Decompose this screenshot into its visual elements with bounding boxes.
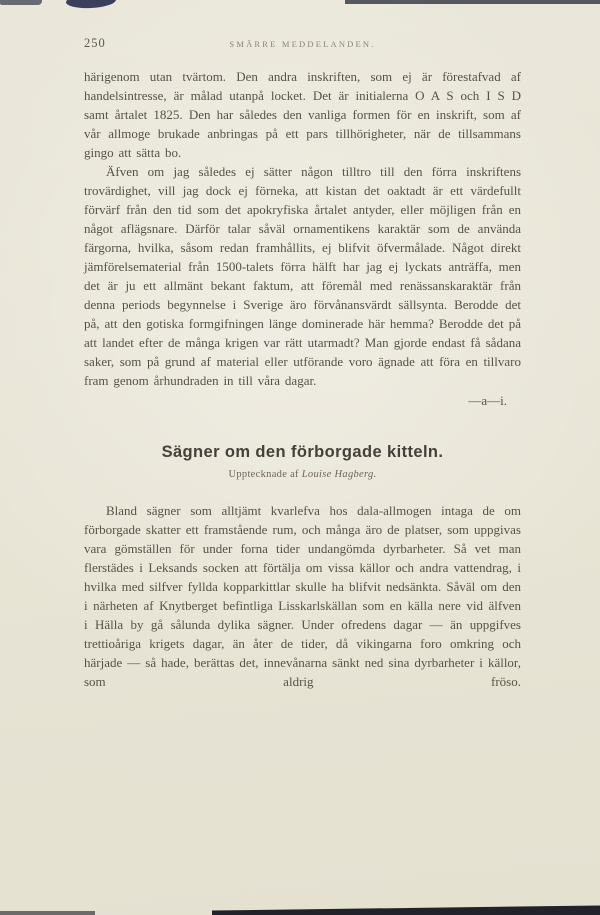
paragraph: Bland sägner som alltjämt kvarlefva hos dala-allmogen intaga de om förborgade skatter ett framstående rum, och många äro de platser, som uppgivas vara gömställen för under forna tider undangömda dyrbarheter. Så vet man flerstädes i Leksands socken att förtälja om vissa källor och andra vattendrag, i hvilka med silfver fyllda kopparkittlar skulle ha blifvit nedsänkta. Såväl om den i närheten af Knytberget befintliga Lisskarlskällan som en källa nere vid älfven i Hälla by gå sålunda dylika sägner. Under ofredens dagar — än uppgifves trettioåriga krigets dagar, än åter de tider, då vikingarna foro omkring och härjade — så hade, berättas det, innevånarna sänkt ned sina dyrbarheter i källor, som aldrig fröso.	[84, 503, 521, 689]
scan-artifact-bottom-right	[212, 905, 600, 915]
scan-artifact-bottom-left	[0, 911, 95, 915]
article-2	[84, 443, 521, 691]
article-1-signature: —a—i.	[468, 393, 507, 408]
running-head: SMÄRRE MEDDELANDEN.	[229, 39, 376, 49]
page-number: 250	[84, 36, 106, 50]
page-header	[84, 36, 521, 54]
article-2-body	[84, 501, 521, 691]
scan-artifact-top-blob	[66, 0, 117, 9]
byline-prefix: Upptecknade af	[228, 469, 302, 480]
page-content	[84, 36, 521, 691]
byline-author: Louise Hagberg.	[301, 469, 377, 480]
paragraph: härigenom utan tvärtom. Den andra inskriften, som ej är förestafvad af handelsintresse, är målad utanpå locket. Det är initialerna O A S och I S D samt årtalet 1825. Den har således den vanliga formen för en inskrift, som af vår allmoge brukade anbringas på ett pars tillhörigheter, när de tillsammans gingo att sätta bo.	[84, 69, 521, 160]
article-2-title: Sägner om den förborgade kitteln.	[161, 443, 444, 461]
scan-artifact-top-left	[0, 0, 42, 5]
article-2-byline	[84, 469, 521, 480]
paragraph: Äfven om jag således ej sätter någon tilltro till den förra inskriftens trovärdighet, vill jag dock ej förneka, att kistan det oaktadt är ett värdefullt förvärf från den tid som det apokryfiska årtalet antyder, eller möjligen från en något aflägsnare. Därför talar såväl ornamentikens karaktär som de använda färgorna, hvilka, såsom redan framhållits, ej blifvit öfvermålade. Något direkt jämförelsematerial från 1500-talets förra hälft har jag ej lyckats anträffa, men det är ju ett allmänt bekant faktum, att föremål med renässanskaraktär från denna periods begynnelse i Sverige äro förvånansvärdt sällsynta. Berodde det på, att den gotiska formgifningen länge dominerade här hemma? Berodde det på att landet efter de många krigen var rätt utarmadt? Man gjorde endast få sådana saker, som på grund af material eller utförande voro ägnade att föra en tillvaro fram genom århundraden in till våra dagar.	[84, 164, 521, 388]
article-1-body	[84, 67, 521, 390]
scan-artifact-top-right	[345, 0, 600, 4]
